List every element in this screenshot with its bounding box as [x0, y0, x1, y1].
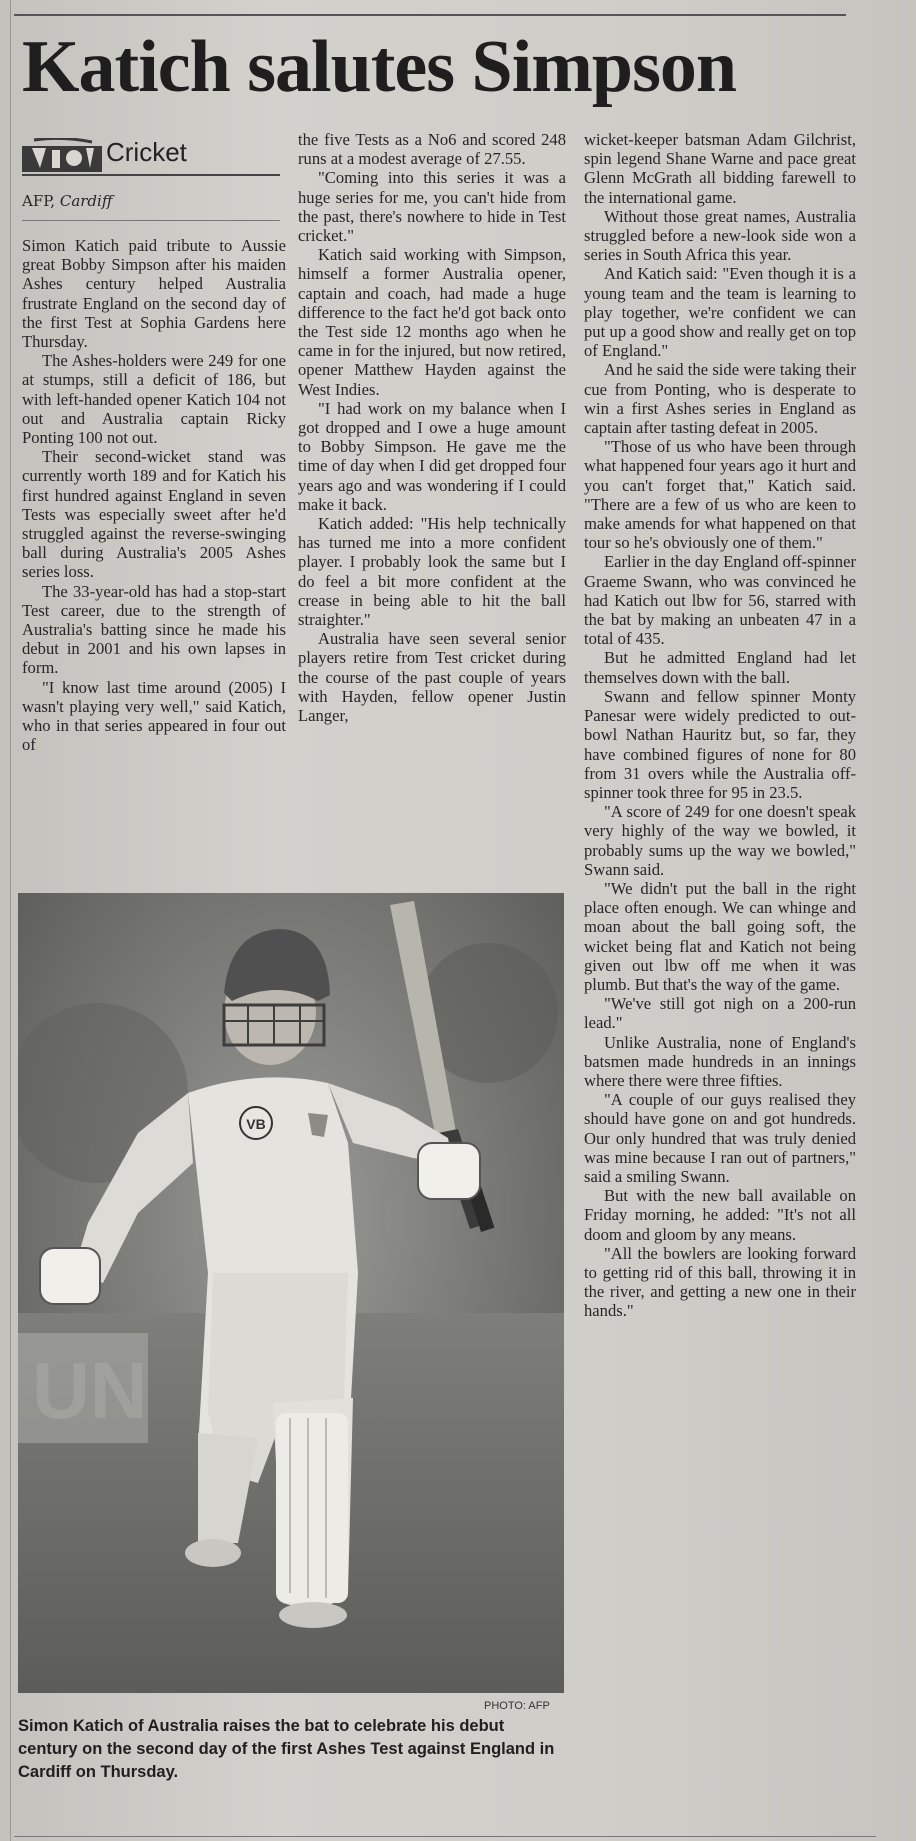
paragraph: "All the bowlers are looking forward to getting rid of this ball, throwing it in the river, and getting a new one in their hands." [584, 1243, 856, 1321]
paragraph: Simon Katich paid tribute to Aussie great Bobby Simpson after his maiden Ashes century helped Australia frustrate England on the second day of the first Test at Sophia Gardens here Thursday. [22, 236, 286, 352]
photo-credit: PHOTO: AFP [484, 1700, 550, 1712]
paragraph: Unlike Australia, none of England's batsmen made hundreds in an innings where there were three fifties. [584, 1032, 856, 1090]
paragraph: "Those of us who have been through what happened four years ago it hurt and you can't forget that," Katich said. "There are a few of us who are keen to make amends for what happened on that tour so he's obviously one of them." [584, 437, 856, 553]
article-column-1 [22, 236, 286, 754]
section-label: Cricket [106, 137, 187, 167]
paragraph: "I had work on my balance when I got dropped and I owe a huge amount to Bobby Simpson. He gave me the time of day when I did get dropped four years ago and was wondering if I could make it back. [298, 398, 566, 514]
paragraph: "A score of 249 for one doesn't speak very highly of the way we bowled, it probably sums up the way we bowled," Swann said. [584, 802, 856, 879]
paragraph: But with the new ball available on Friday morning, he added: "It's not all doom and gloom by any means. [584, 1186, 856, 1244]
section-header [22, 134, 280, 176]
article-column-2 [298, 130, 566, 725]
paragraph: "We've still got nigh on a 200-run lead." [584, 994, 856, 1033]
byline [22, 192, 280, 221]
paragraph: "Coming into this series it was a huge series for me, you can't hide from the past, there's nowhere to hide in Test cricket." [298, 168, 566, 246]
paragraph: Australia have seen several senior players retire from Test cricket during the course of the past couple of years with Hayden, fellow opener Justin Langer, [298, 629, 566, 726]
helmet-badge-text: VB [246, 1116, 266, 1132]
paragraph: The 33-year-old has had a stop-start Test career, due to the strength of Australia's batting since he made his debut in 2001 and his own lapses in form. [22, 581, 286, 678]
cricket-logo-icon [22, 138, 104, 172]
paragraph: Katich said working with Simpson, himself a former Australia opener, captain and coach, had made a huge difference to the fact he'd got back onto the Test side 12 months ago when he came in for the injured, but now retired, opener Matthew Hayden against the West Indies. [298, 245, 566, 399]
paragraph: Earlier in the day England off-spinner Graeme Swann, who was convinced he had Katich out lbw for 56, starred with the bat by making an unbeaten 47 in a total of 435. [584, 552, 856, 649]
byline-location: Cardiff [59, 192, 113, 210]
paragraph: But he admitted England had let themselves down with the ball. [584, 648, 856, 687]
paragraph: "We didn't put the ball in the right place often enough. We can whinge and moan about the ball going soft, the wicket being flat and Katich not being given out lbw off me when it was plumb. But that's the way of the game. [584, 878, 856, 994]
paragraph: Their second-wicket stand was currently worth 189 and for Katich his first hundred against England in seven Tests was especially sweet after he'd struggled against the reverse-swinging ball during Australia's 2005 Ashes series loss. [22, 447, 286, 582]
article-column-3 [584, 130, 856, 1321]
paragraph: "A couple of our guys realised they should have gone on and got hundreds. Our only hundred that was truly denied was mine because I ran out of partners," said a smiling Swann. [584, 1090, 856, 1186]
paragraph: And Katich said: "Even though it is a young team and the team is learning to play together, we're confident we can put up a good show and really get on top of England." [584, 264, 856, 361]
photo-caption: Simon Katich of Australia raises the bat to celebrate his debut century on the second day of the first Ashes Test against England in Cardiff on Thursday. [18, 1717, 555, 1781]
news-photo [18, 893, 564, 1693]
paragraph: Without those great names, Australia struggled before a new-look side won a series in South Africa this year. [584, 206, 856, 265]
page-edge-rule [10, 0, 11, 1841]
bottom-rule [14, 1836, 876, 1837]
paragraph: wicket-keeper batsman Adam Gilchrist, spin legend Shane Warne and pace great Glenn McGrath all bidding farewell to the international game. [584, 130, 856, 207]
byline-agency: AFP, [22, 192, 56, 210]
top-rule [14, 14, 846, 16]
paragraph: "I know last time around (2005) I wasn't playing very well," said Katich, who in that series appeared in four out of [22, 677, 286, 755]
paragraph: The Ashes-holders were 249 for one at stumps, still a deficit of 186, but with left-handed opener Katich 104 not out and Australia captain Ricky Ponting 100 not out. [22, 351, 286, 448]
paragraph: And he said the side were taking their cue from Ponting, who is desperate to win a first Ashes series in England as captain after tasting defeat in 2005. [584, 360, 856, 438]
cricketer-photo [18, 893, 564, 1693]
paragraph: Katich added: "His help technically has turned me into a more confident player. I probably look the same but I do feel a bit more confident at the crease in being able to hit the ball straighter." [298, 514, 566, 630]
svg-text:UN: UN [32, 1346, 148, 1435]
paragraph: the five Tests as a No6 and scored 248 runs at a modest average of 27.55. [298, 130, 566, 169]
paragraph: Swann and fellow spinner Monty Panesar were widely predicted to out-bowl Nathan Hauritz but, so far, they have combined figures of none for 80 from 31 overs while the Australia off-spinner took three for 95 in 23.5. [584, 686, 856, 802]
headline: Katich salutes Simpson [22, 26, 737, 108]
